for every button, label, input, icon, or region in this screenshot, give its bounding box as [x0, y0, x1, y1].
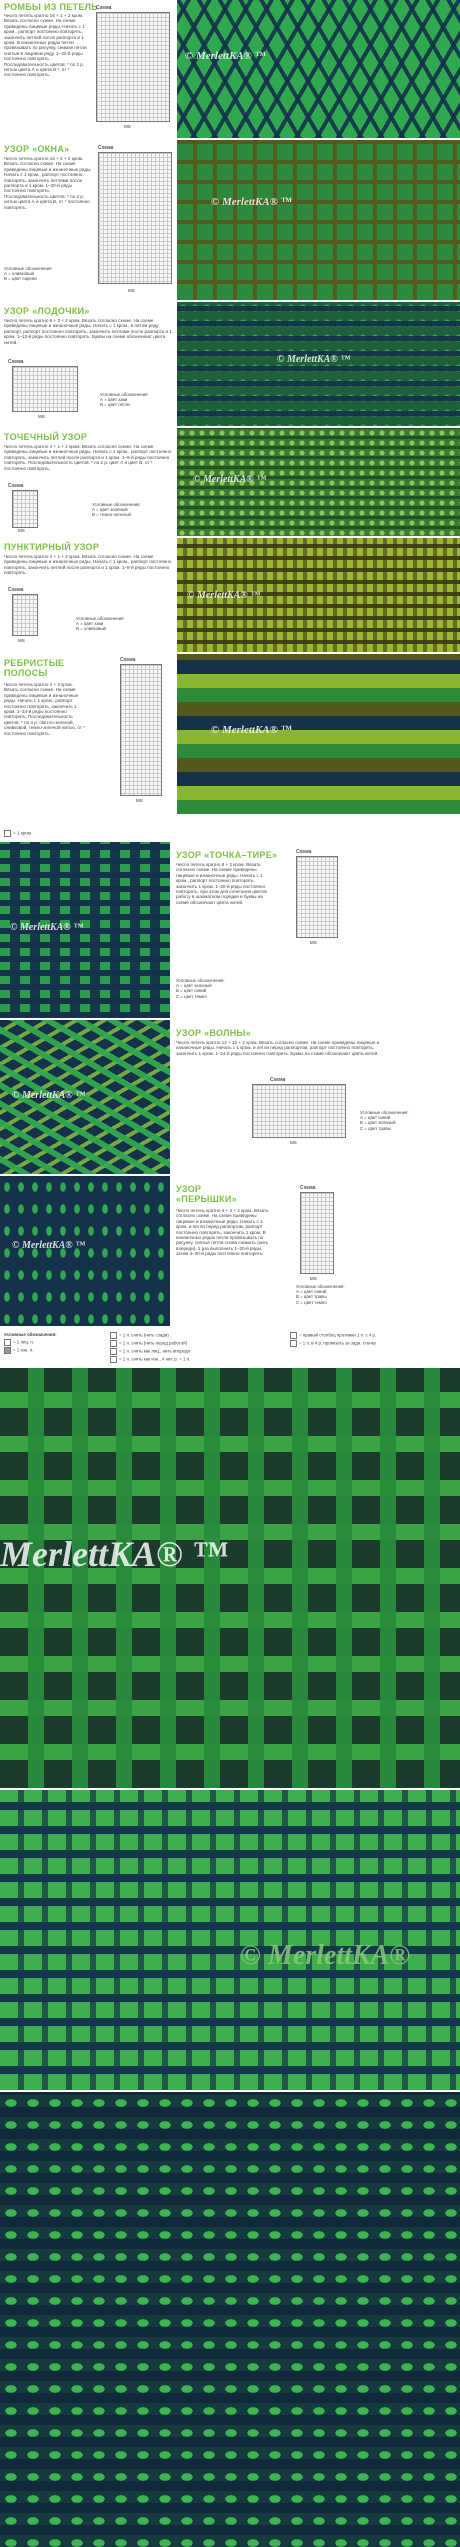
pattern-title: ТОЧЕЧНЫЙ УЗОР — [4, 432, 88, 442]
pattern-title: РЕБРИСТЫЕ ПОЛОСЫ — [4, 658, 65, 678]
pattern-title: УЗОР «ПЕРЫШКИ» — [176, 1184, 238, 1204]
knit-sample-photo — [0, 1176, 170, 1326]
pattern-description: Число петель кратно 8 + 2 кром. Вязать согласно схеме. На схеме приведены лицевые и изнаночные ряды. Начать с 1 кром., раппорт постоянно повторять, закончить 1 кром. 1–20-й ряды постоянно повторять, при этом для сочетания цветов работу в шахматном порядке и буквы на схеме обозначают цвета нитей. — [176, 862, 267, 905]
knit-sample-photo — [177, 654, 460, 814]
repeat-label: МS — [18, 638, 25, 643]
watermark: © MerlettKA® ™ — [187, 590, 261, 601]
legend-item: = 1 п. в 4 р. провязать за задн. стенку — [290, 1340, 455, 1347]
watermark: © MerlettKA® ™ — [277, 354, 351, 365]
pattern-section-punktirny — [0, 538, 460, 652]
pattern-section-tochechny — [0, 428, 460, 536]
chart-legend: Условные обозначения: А = цвет синий В = цвет зеленый С = цвет травы — [360, 1110, 409, 1131]
pattern-description: Число петель кратно 4 + 3 + 2 кром. Вязать согласно схеме. На схеме приведены лицевые и изнаночные ряды. Начать с 1 кром. и петли перед раппортом, раппорт постоянно повторять, закончить 1 кром. В изнаночных рядах петли провязывать по рисунку, снятые петли снова снимать (нить впереди). 1 раз выполнить 1–20-й ряды, затем 3–20-й ряды постоянно повторять. — [176, 1208, 269, 1257]
knit-sample-photo — [177, 302, 460, 426]
knitting-chart — [296, 856, 338, 938]
legend-title: Условные обозначения: — [4, 1332, 57, 1337]
scheme-label: Схема — [96, 5, 112, 11]
pattern-description: Число петель кратно 4 + 2 кром. Вязать согласно схеме. На схеме приведены лицевые и изнаночные ряды. Начать с 1 кром., раппорт постоянно повторять, закончить 1 кром. 1–24-й ряды постоянно повторять. Последовательность цветов: * по 4 р. светло-зеленой, оливковой, темно-зеленой нитью, от * постоянно повторять. — [4, 682, 86, 736]
knit-sample-photo — [0, 842, 170, 1018]
pattern-section-volny — [0, 1020, 460, 1174]
pattern-description: Число петель кратно 6 + 3 + 2 кром. Вязать согласно схеме. На схеме приведены лицевые и изнаночные ряды. Начать с 1 кром., в пятом ряду раппорт, раппорт постоянно повторять, закончить петлями после раппорта и 1 кром. 1–12-й ряды постоянно повторять. Буквы на схеме обозначают цвета нитей. — [4, 318, 172, 345]
knit-sample-photo — [177, 428, 460, 536]
watermark: © MerlettKA® ™ — [12, 1240, 86, 1251]
repeat-label: МS — [38, 414, 45, 419]
watermark: © MerlettKA® ™ — [12, 1090, 86, 1101]
edge-stitch-icon — [4, 830, 11, 837]
chart-legend: Условные обозначения: А = цвет зеленый В = цвет синий С = цвет темно — [176, 978, 225, 999]
pattern-section-rombs — [0, 0, 460, 138]
pattern-description: Число петель кратно 4 + 1 + 2 кром. Вязать согласно схеме. На схеме приведены лицевые и изнаночные ряды. Начать с 1 кром., раппорт постоянно повторять, закончить петлей после раппорта и 1 кром. 1–8-й ряды постоянно повторять. Последовательность цветов: * по 2 р. цвет А и цвет В, от * постоянно повторять. — [4, 444, 172, 471]
scheme-label: Схема — [8, 359, 24, 365]
pattern-title: УЗОР «ЛОДОЧКИ» — [4, 306, 90, 316]
knit-sample-photo — [0, 1020, 170, 1174]
knitting-chart — [12, 490, 38, 528]
watermark: © MerlettKA® ™ — [211, 196, 292, 208]
pattern-section-lodochki — [0, 302, 460, 426]
scheme-label: Схема — [300, 1185, 316, 1191]
knit-closeup-photo-dots — [0, 2092, 460, 2547]
knitting-chart — [12, 366, 78, 412]
repeat-label: МS — [310, 940, 317, 945]
legend-item: = 1 п. снять как лиц., нить впереди — [110, 1348, 190, 1355]
repeat-label: МS — [290, 1140, 297, 1145]
watermark: © MerlettKA® ™ — [10, 922, 84, 933]
pattern-title: УЗОР «ОКНА» — [4, 144, 70, 154]
knitting-chart — [98, 152, 172, 284]
watermark: © MerlettKA® ™ — [193, 474, 267, 485]
knitting-chart — [300, 1192, 334, 1274]
repeat-label: МS — [124, 124, 131, 129]
watermark: MerlettKA® ™ — [0, 1534, 228, 1574]
knitting-chart — [96, 12, 170, 122]
pattern-section-okna — [0, 140, 460, 300]
pattern-description: Число петель кратно 12 + 10 + 2 кром. Вязать согласно схеме. На схеме приведены лицевые и изнаночные ряды. Начать с 1 кром. и петли перед раппортом, раппорт постоянно повторять, закончить 1 кром. 1–24-й ряды постоянно повторять. Буквы на схеме обозначают цвета нитей. — [176, 1040, 380, 1056]
repeat-label: МS — [18, 528, 25, 533]
legend-item: = 1 изн. п. — [4, 1347, 33, 1354]
chart-legend: Условные обозначения: А = цвет хаки В = цвет петли — [100, 392, 149, 408]
watermark: © MerlettKA® ™ — [185, 50, 266, 62]
knit-sample-photo — [177, 538, 460, 652]
scheme-label: Схема — [120, 657, 136, 663]
edge-stitch-note: = 1 кром. — [4, 830, 124, 837]
scheme-label: Схема — [270, 1077, 286, 1083]
legend-item: = 1 п. снять (нить сзади) — [110, 1332, 169, 1339]
pattern-description: Число петель кратно 4 + 1 + 2 кром. Вязать согласно схеме. На схеме приведены лицевые и изнаночные ряды. Начать с 1 кром., раппорт постоянно повторять, закончить петлей после раппорта и 1 кром. 1–8-й ряды постоянно повторять. — [4, 554, 172, 576]
knit-closeup-photo-mosaic — [0, 1790, 460, 2090]
scheme-label: Схема — [98, 145, 114, 151]
pattern-section-tochka-tire — [0, 842, 460, 1018]
pattern-description: Число петель кратно 16 + 3 + 2 кром. Вязать согласно схеме. На схеме приведены лицевые и изнаночные ряды. Начать с 1 кром., раппорт постоянно повторять, закончить петлями после раппорта и 1 кром. 1–20-й ряды постоянно повторять. Последовательность цветов: * по 2 р. нитью цвета А и цвета В, от * постоянно повторять. — [4, 156, 92, 210]
legend-item: = 1 п. снять как изн., 4 нит. р. = 1 п. — [110, 1356, 190, 1363]
pattern-section-rebristye — [0, 654, 460, 814]
chart-legend: Условные обозначения: А = цвет синий В = цвет травы С = цвет темно — [296, 1284, 345, 1305]
chart-legend: Условные обозначения: А = оливковый В = цвет сирени — [4, 266, 53, 282]
pattern-title: ПУНКТИРНЫЙ УЗОР — [4, 542, 100, 552]
knitting-chart — [120, 664, 162, 796]
knit-sample-photo — [177, 0, 460, 138]
knit-sample-photo — [177, 140, 460, 300]
scheme-label: Схема — [8, 483, 24, 489]
chart-legend: Условные обозначения: А = цвет зеленый В = темно-зеленый — [92, 502, 141, 518]
knitting-chart — [12, 594, 38, 636]
knit-closeup-photo-weave — [0, 1368, 460, 1788]
watermark: © MerlettKA® ™ — [211, 724, 292, 736]
pattern-title: РОМБЫ ИЗ ПЕТЕЛЬ — [4, 2, 99, 12]
repeat-label: МS — [310, 1276, 317, 1281]
repeat-label: МS — [128, 288, 135, 293]
pattern-title: УЗОР «ВОЛНЫ» — [176, 1028, 251, 1038]
common-legend — [0, 1330, 460, 1366]
watermark: © MerlettKA® — [240, 1940, 411, 1971]
scheme-label: Схема — [8, 587, 24, 593]
pattern-section-peryshki — [0, 1176, 460, 1326]
pattern-title: УЗОР «ТОЧКА–ТИРЕ» — [176, 850, 278, 860]
knitting-chart — [252, 1084, 346, 1138]
repeat-label: МS — [136, 798, 143, 803]
legend-item: = 1 лиц. п. — [4, 1339, 34, 1346]
pattern-description: Число петель кратно 16 + 1 + 2 кром. Вязать согласно схеме. На схеме приведены лицевые ряды. Начать с 1 кром., раппорт постоянно повторять, закончить петлей после раппорта и 1 кром. В изнаночных рядах петли провязывать по рисунку, снимая петли снятые в лицевом ряду. 1–32-й ряды постоянно повторять. Последовательность цветов: * по 2 р. нитью цвета А и цвета В *, от * постоянно повторять. — [4, 13, 87, 78]
scheme-label: Схема — [296, 849, 312, 855]
chart-legend: Условные обозначения: А = цвет хаки В = оливковый — [76, 616, 125, 632]
legend-item: = 1 п. снять (нить перед работой) — [110, 1340, 187, 1347]
legend-item: = правый столбец протяжки 1 п. с 4 р. — [290, 1332, 455, 1339]
